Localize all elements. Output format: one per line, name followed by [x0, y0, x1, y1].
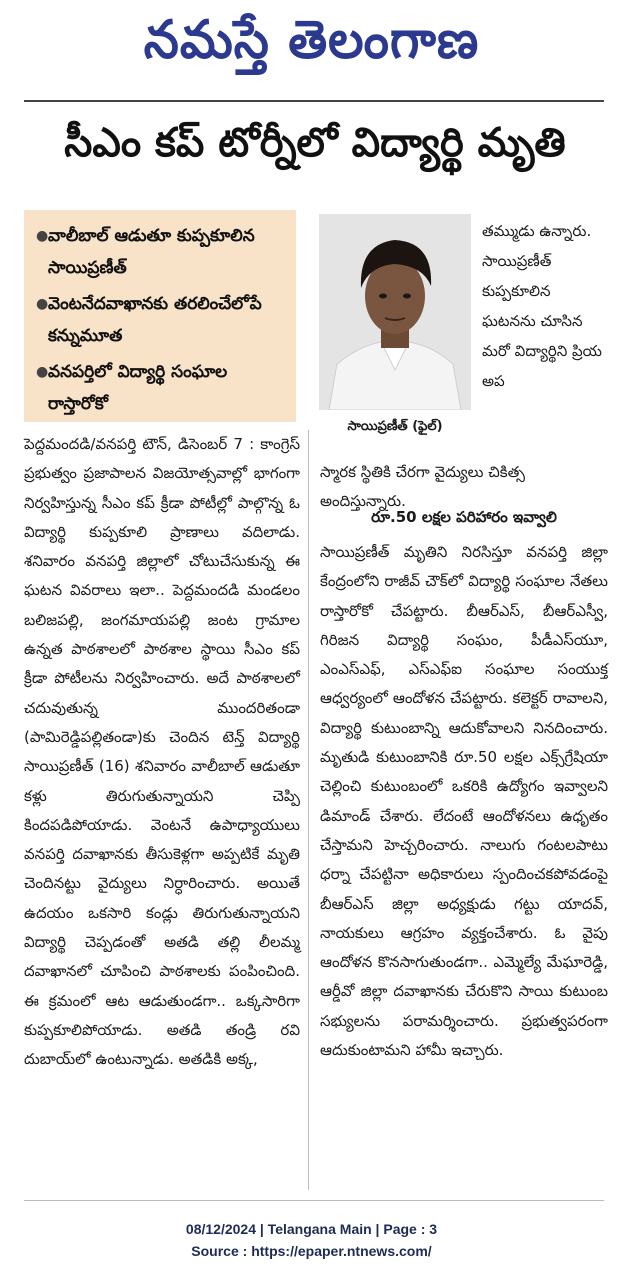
left-column [24, 430, 300, 1075]
highlight-text: వనపర్తిలో విద్యార్థి సంఘాల రాస్తారోకో [48, 362, 228, 414]
bullet-icon: ● [36, 364, 49, 380]
bullet-icon: ● [36, 228, 49, 244]
highlight-item [36, 288, 286, 352]
footer-source-link[interactable]: Source : https://epaper.ntnews.com/ [191, 1243, 432, 1259]
subheading: రూ.50 లక్షల పరిహారం ఇవ్వాలి [371, 508, 557, 526]
newspaper-logo: నమస్తే తెలంగాణ [143, 8, 480, 70]
right-column-text: సాయిప్రణీత్ మృతిని నిరసిస్తూ వనపర్తి జిల్లా కేంద్రంలోని రాజీవ్ చౌక్‌లో విద్యార్థి సంఘాల నేతలు రాస్తారోకో చేపట్టారు. బీఆర్ఎస్, బీఆర్ఎస్వీ, గిరిజన విద్యార్థి సంఘం, పీడీఎస్‌యూ, ఎంఎస్ఎఫ్, ఎస్ఎఫ్ఐ సంఘాల సంయుక్త ఆధ్వర్యంలో ఆందోళన చేపట్టారు. కలెక్టర్ రావాలని, విద్యార్థి కుటుంబాన్ని ఆదుకోవాలని నినదించారు. మృతుడి కుటుంబానికి రూ.50 లక్షల ఎక్స్‌గ్రేషియా చెల్లించి కుటుంబంలో ఒకరికి ఉద్యోగం ఇవ్వాలని డిమాండ్ చేశారు. లేదంటే ఆందోళనలు ఉధృతం చేస్తామని హెచ్చరించారు. నాలుగు గంటలపాటు ధర్నా చేపట్టినా అధికారులు స్పందించకపోవడంపై బీఆర్ఎస్ జిల్లా అధ్యక్షుడు గట్టు యాదవ్, నాయకులు ఆగ్రహం వ్యక్తంచేశారు. ఓ వైపు ఆందోళన కొనసాగుతుండగా.. ఎమ్మెల్యే మేఘారెడ్డి, ఆర్డీవో జిల్లా దవాఖానకు చేరుకొని సాయి కుటుంబ సభ్యులను పరామర్శించారు. ప్రభుత్వపరంగా ఆదుకుంటామని హామీ ఇచ్చారు. [320, 543, 608, 1060]
highlight-text: వెంటనేదవాఖానకు తరలించేలోపే కన్నుమూత [48, 294, 262, 346]
bullet-icon: ● [36, 296, 49, 312]
student-photo [319, 214, 471, 410]
footer-divider [24, 1200, 604, 1201]
highlights-box [24, 210, 296, 422]
headline: సీఎం కప్ టోర్నీలో విద్యార్థి మృతి [64, 120, 566, 166]
side-column-text: తమ్ముడు ఉన్నారు. సాయిప్రణీత్ కుప్పకూలిన ఘటనను చూసిన మరో విద్యార్థిని ప్రియ అప [482, 222, 602, 390]
highlight-item [36, 220, 286, 284]
portrait-illustration [319, 214, 471, 410]
footer [0, 1218, 623, 1262]
bridge-text: స్మారక స్థితికి చేరగా వైద్యులు చికిత్స అందిస్తున్నారు. [320, 463, 526, 510]
column-divider [308, 430, 309, 1190]
side-column [482, 216, 608, 396]
divider [24, 100, 604, 102]
photo-caption: సాయిప్రణీత్ (ఫైల్) [347, 419, 443, 434]
highlight-text: వాలీబాల్ ఆడుతూ కుప్పకూలిన సాయిప్రణీత్ [48, 226, 255, 278]
footer-date-line: 08/12/2024 | Telangana Main | Page : 3 [185, 1221, 438, 1237]
photo-block [319, 214, 471, 444]
left-column-text: పెద్దమందడి/వనపర్తి టౌన్, డిసెంబర్ 7 : కాంగ్రెస్ ప్రభుత్వం ప్రజాపాలన విజయోత్సవాల్లో భాగంగా నిర్వహిస్తున్న సీఎం కప్ క్రీడా పోటీల్లో పాల్గొన్న ఓ విద్యార్థి కుప్పకూలి ప్రాణాలు వదిలాడు. శనివారం వనపర్తి జిల్లాలో చోటుచేసుకున్న ఈ ఘటన వివరాలు ఇలా.. పెద్దమందడి మండలం బలిజపల్లి, జంగమాయపల్లి జంట గ్రామాల ఉన్నత పాఠశాలలో పాఠశాల స్థాయి సీఎం కప్ క్రీడా పోటీలను నిర్వహించారు. అదే పాఠశాలలో చదువుతున్న ముందరితండా (పామిరెడ్డిపల్లితండా)కు చెందిన టెన్త్ విద్యార్థి సాయిప్రణీత్ (16) శనివారం వాలీబాల్ ఆడుతూ కళ్లు తిరుగుతున్నాయని చెప్పి కిందపడిపోయాడు. వెంటనే ఉపాధ్యాయులు వనపర్తి దవాఖానకు తీసుకెళ్లగా అప్పటికే మృతి చెందినట్టు వైద్యులు నిర్ధారించారు. అయితే ఉదయం ఒకసారి కండ్లు తిరుగుతున్నాయని విద్యార్థి చెప్పడంతో అతడి తల్లి లీలమ్మ దవాఖానలో చూపించి పాఠశాలకు పంపించింది. ఈ క్రమంలో ఆట ఆడుతుండగా.. ఒక్కసారిగా కుప్పకూలిపోయాడు. అతడి తండ్రి రవి దుబాయ్‌లో ఉంటున్నాడు. అతడికి అక్క, [24, 435, 300, 1069]
masthead [0, 0, 623, 92]
right-column [320, 538, 608, 1065]
highlight-item [36, 356, 286, 420]
